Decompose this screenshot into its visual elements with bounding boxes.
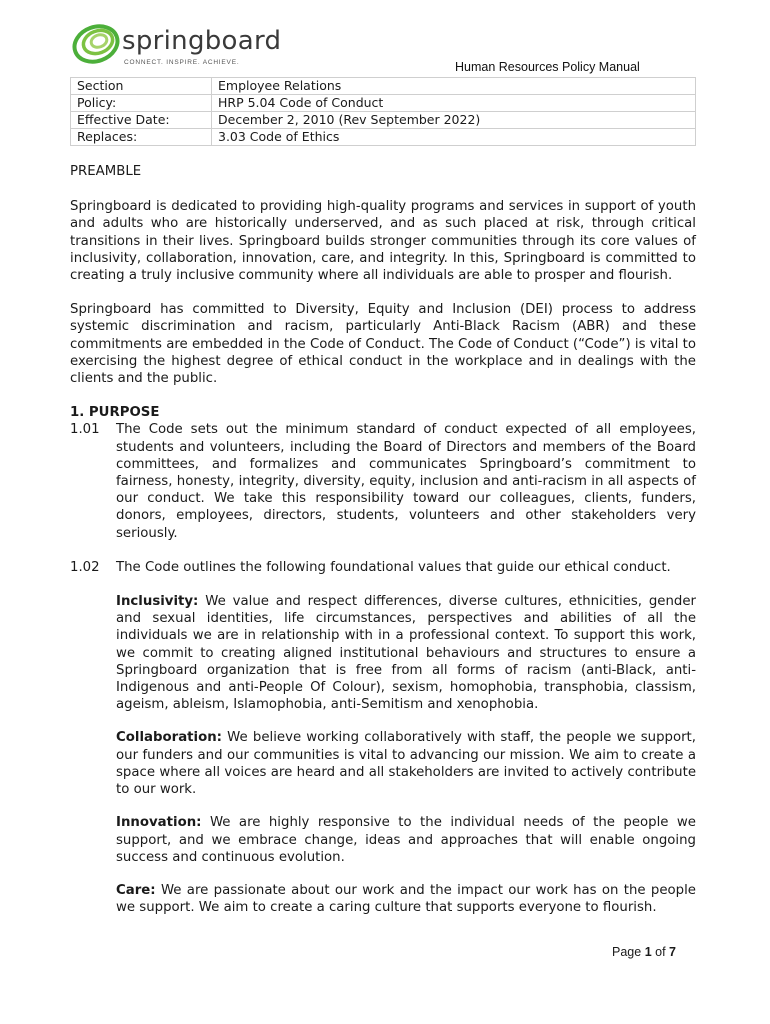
value-item <box>116 814 696 866</box>
page-number <box>612 945 676 959</box>
page-word: Page <box>612 945 642 959</box>
logo-wordmark: springboard <box>122 26 282 56</box>
preamble-paragraph: Springboard is dedicated to providing high-quality programs and services in support of youth and adults who are historically underserved, and as such placed at risk, through critical transitions in their lives. Springboard builds stronger communities through its core values of inclusivity, collaboration, innovation, care, and integrity. In this, Springboard is committed to creating a truly inclusive community where all individuals are able to prosper and flourish. <box>70 199 696 284</box>
meta-value: Employee Relations <box>212 78 696 95</box>
logo-tagline: CONNECT. INSPIRE. ACHIEVE. <box>124 59 240 66</box>
meta-label: Policy: <box>71 95 212 112</box>
manual-title: Human Resources Policy Manual <box>455 60 640 74</box>
preamble-heading: PREAMBLE <box>70 164 142 179</box>
meta-label: Effective Date: <box>71 112 212 129</box>
meta-row <box>71 95 696 112</box>
meta-value: December 2, 2010 (Rev September 2022) <box>212 112 696 129</box>
meta-row <box>71 78 696 95</box>
clause <box>70 421 696 541</box>
value-item <box>116 593 696 713</box>
springboard-swirl-icon <box>72 20 122 66</box>
section-heading: 1. PURPOSE <box>70 405 160 421</box>
value-text: We believe working collaboratively with staff, the people we support, our funders and our communities is vital to advancing our mission. We aim to create a space where all voices are heard and all stakeholders are invited to actively contribute to our work. <box>116 730 696 798</box>
policy-meta-table <box>70 77 696 146</box>
value-text: We are highly responsive to the individual needs of the people we support, and we embrace change, ideas and approaches that will enable ongoing success and continuous evolution. <box>116 815 696 865</box>
preamble-paragraph: Springboard has committed to Diversity, Equity and Inclusion (DEI) process to address systemic discrimination and racism, particularly Anti-Black Racism (ABR) and these commitments are embedded in the Code of Conduct. The Code of Conduct (“Code”) is vital to exercising the highest degree of ethical conduct in the workplace and in dealings with the clients and the public. <box>70 302 696 387</box>
of-word: of <box>655 945 666 959</box>
value-name: Care: <box>116 882 156 898</box>
value-item <box>116 729 696 798</box>
meta-row <box>71 129 696 146</box>
meta-value: 3.03 Code of Ethics <box>212 129 696 146</box>
total-pages: 7 <box>669 945 676 959</box>
clause-number: 1.01 <box>70 422 100 438</box>
document-body <box>70 163 696 932</box>
current-page: 1 <box>644 945 652 959</box>
clause-text: The Code outlines the following foundational values that guide our ethical conduct. <box>116 559 671 575</box>
meta-label: Section <box>71 78 212 95</box>
meta-value: HRP 5.04 Code of Conduct <box>212 95 696 112</box>
value-item <box>116 882 696 916</box>
meta-label: Replaces: <box>71 129 212 146</box>
meta-row <box>71 112 696 129</box>
springboard-logo <box>72 18 282 70</box>
value-text: We value and respect differences, diverse cultures, ethnicities, gender and sexual identities, life circumstances, perspectives and abilities of all the individuals we are in relationship with in a professional context. To support this work, we commit to creating aligned institutional behaviours and structures to ensure a Springboard organization that is free from all forms of racism (anti-Black, anti-Indigenous and anti-People Of Colour), sexism, homophobia, transphobia, classism, ageism, ableism, Islamophobia, anti-Semitism and xenophobia. <box>116 594 696 713</box>
value-name: Collaboration: <box>116 730 222 746</box>
clause-number: 1.02 <box>70 559 100 575</box>
clause <box>70 559 696 576</box>
value-text: We are passionate about our work and the impact our work has on the people we support. We aim to create a caring culture that supports everyone to flourish. <box>116 882 696 916</box>
value-name: Inclusivity: <box>116 594 199 610</box>
value-name: Innovation: <box>116 815 202 831</box>
clause-text: The Code sets out the minimum standard of conduct expected of all employees, students and volunteers, including the Board of Directors and members of the Board committees, and formalizes and communicates Springboard’s commitment to fairness, honesty, integrity, diversity, equity, inclusion and anti-racism in all aspects of our conduct. We take this responsibility toward our colleagues, clients, funders, donors, employees, directors, students, volunteers and other stakeholders very seriously. <box>116 422 696 541</box>
